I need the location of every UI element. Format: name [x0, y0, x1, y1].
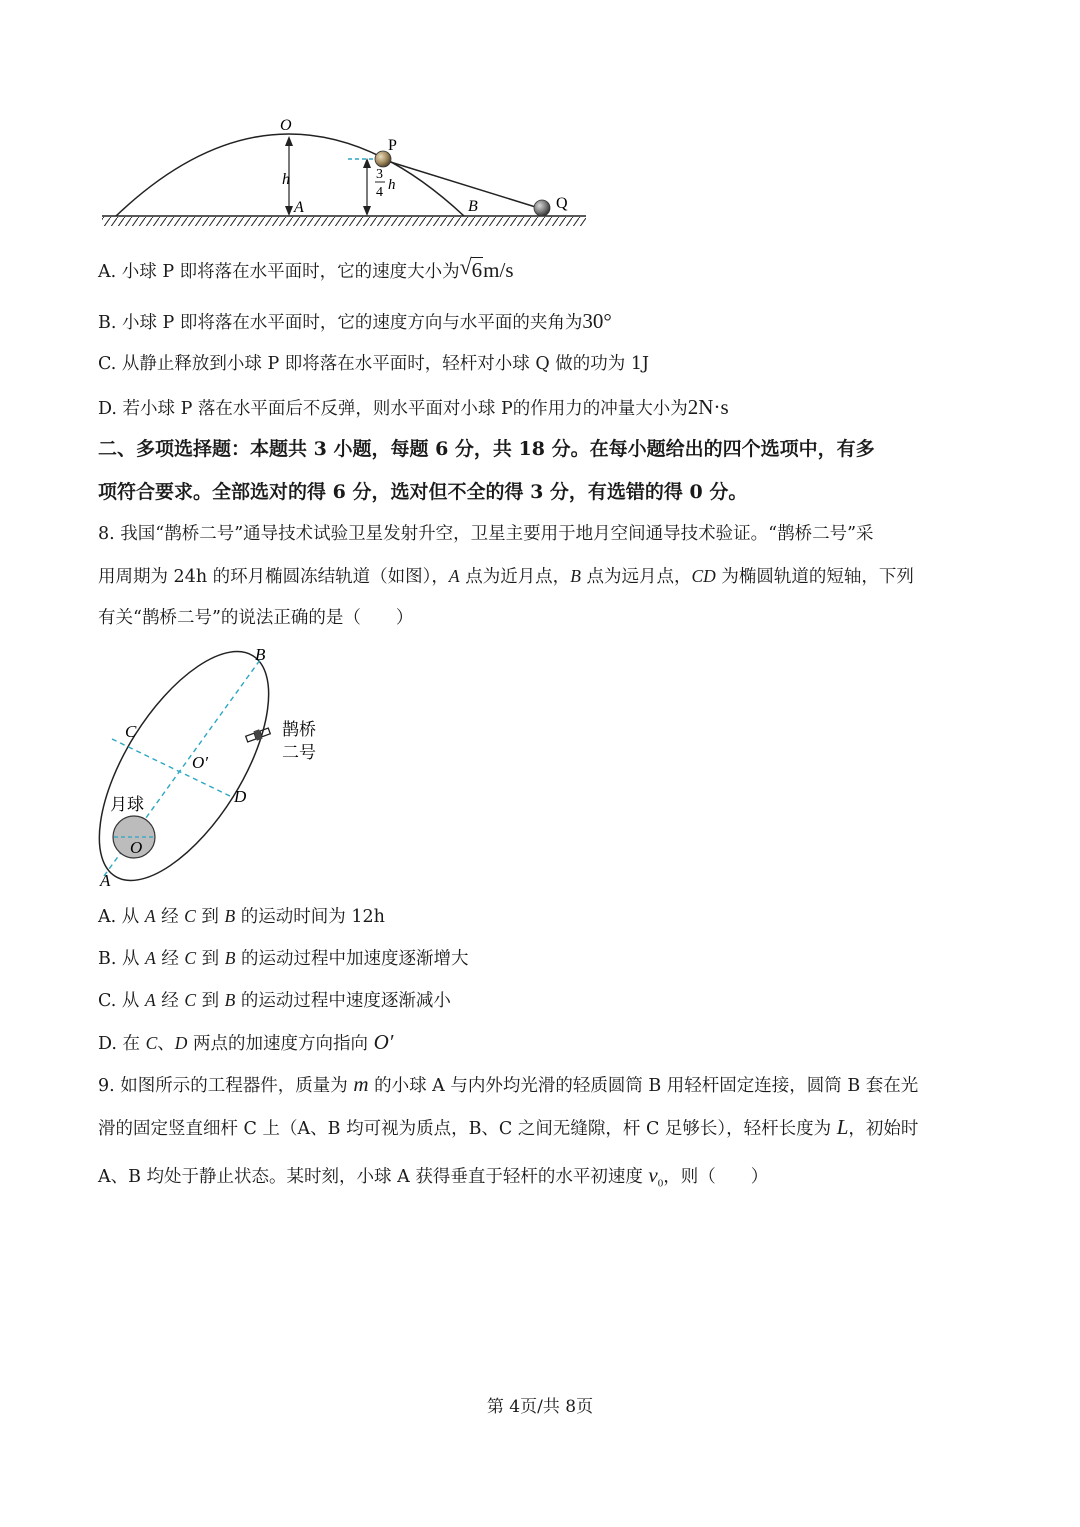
- figure-hill-rod: [96, 108, 596, 234]
- frac-num: 3: [376, 167, 383, 182]
- q8-line2: 用周期为 24h 的环月椭圆冻结轨道（如图），A 点为近月点，B 点为远月点，CD 为椭圆轨道的短轴，下列: [98, 566, 914, 587]
- q8-option-b: B. 从 A 经 C 到 B 的运动过程中加速度逐渐增大: [98, 948, 469, 969]
- q9-line2: 滑的固定竖直细杆 C 上（A、B 均可视为质点，B、C 之间无缝隙，杆 C 足够长），轻杆长度为 L，初始时: [98, 1115, 919, 1139]
- q9-line3: A、B 均处于静止状态。某时刻，小球 A 获得垂直于轻杆的水平初速度 $v_0$，则（ ）: [98, 1163, 769, 1190]
- orbit-label-sat1: 鹊桥: [282, 720, 316, 740]
- hill-curve: [116, 134, 464, 216]
- q7-option-b: B. 小球 P 即将落在水平面时，它的速度方向与水平面的夹角为30°: [98, 309, 612, 333]
- section2-line2: 项符合要求。全部选对的得 6 分，选对但不全的得 3 分，有选错的得 0 分。: [98, 481, 748, 503]
- frac-den: 4: [376, 185, 383, 200]
- q8-option-c: C. 从 A 经 C 到 B 的运动过程中速度逐渐减小: [98, 990, 451, 1011]
- q8-line1: 8. 我国“鹊桥二号”通导技术试验卫星发射升空，卫星主要用于地月空间通导技术验证。“鹊桥二号”采: [98, 524, 874, 544]
- frac-var: h: [388, 177, 396, 193]
- orbit-label-c: C: [125, 722, 137, 741]
- orbit-label-o: O: [130, 838, 143, 857]
- section2-line1: 二、多项选择题：本题共 3 小题，每题 6 分，共 18 分。在每小题给出的四个选项中，有多: [98, 438, 875, 460]
- label-q: Q: [556, 195, 568, 212]
- label-a: A: [294, 199, 304, 216]
- orbit-label-moon: 月球: [110, 795, 144, 815]
- q8-option-d: D. 在 C、D 两点的加速度方向指向 O′: [98, 1030, 394, 1054]
- orbit-label-a: A: [100, 871, 111, 890]
- page-footer: 第 4页/共 8页: [486, 1397, 594, 1417]
- q9-line1: 9. 如图所示的工程器件，质量为 m 的小球 A 与内外均光滑的轻质圆筒 B 用轻杆固定连接，圆筒 B 套在光: [98, 1072, 919, 1096]
- label-h: h: [282, 171, 290, 188]
- orbit-label-d: D: [234, 787, 247, 806]
- rod: [384, 160, 542, 209]
- ball-q: [534, 200, 550, 216]
- label-b: B: [468, 198, 478, 215]
- orbit-label-sat2: 二号: [282, 743, 316, 763]
- orbit-label-oprime: O′: [192, 753, 208, 772]
- label-p: P: [388, 137, 397, 154]
- q8-line3: 有关“鹊桥二号”的说法正确的是（ ）: [98, 608, 414, 628]
- minor-axis: [112, 739, 232, 797]
- q7-option-c: C. 从静止释放到小球 P 即将落在水平面时，轻杆对小球 Q 做的功为 1J: [98, 354, 649, 374]
- orbit-label-b: B: [255, 645, 266, 664]
- figure-orbit: [92, 640, 342, 890]
- q7-option-d: D. 若小球 P 落在水平面后不反弹，则水平面对小球 P的作用力的冲量大小为2N·s: [98, 395, 729, 419]
- q7-option-a: A. 小球 P 即将落在水平面时，它的速度大小为 √ 6m/s: [98, 254, 514, 282]
- label-o: O: [280, 117, 292, 134]
- q8-option-a: A. 从 A 经 C 到 B 的运动时间为 12h: [98, 906, 385, 927]
- satellite-icon: [245, 726, 271, 744]
- ground-hatch: [102, 217, 586, 226]
